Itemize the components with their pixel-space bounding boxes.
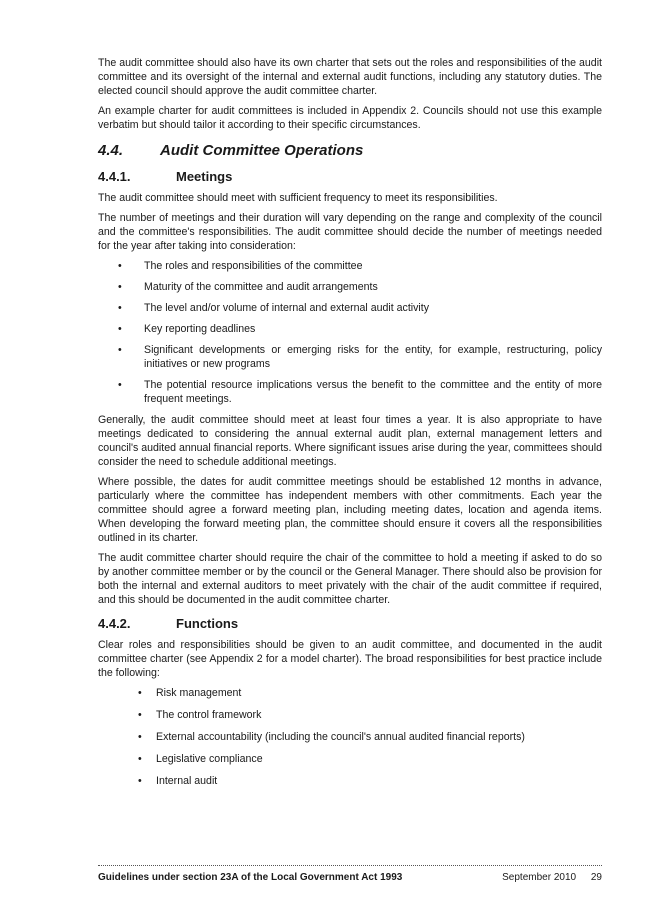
list-item: • External accountability (including the council's annual audited financial reports) [138, 731, 525, 743]
bullet-icon: • [138, 687, 142, 699]
meetings-paragraph-2: The number of meetings and their duration will vary depending on the range and complexity of the council and the committee's responsibilities. The audit committee should decide the number of meetings needed for the year after taking into consideration: [98, 212, 602, 252]
functions-paragraph-1: Clear roles and responsibilities should be given to an audit committee, and documented in the audit committee charter (see Appendix 2 for a model charter). The broad responsibilities for best practice include the following: [98, 639, 602, 679]
bullet-icon: • [118, 281, 122, 293]
page-footer [98, 865, 602, 883]
meetings-paragraph-4: Where possible, the dates for audit committee meetings should be established 12 months in advance, particularly where the committee has independent members with other commitments. Each year the committee should agree a forward meeting plan, including meeting dates, location and agenda items. When developing the forward meeting plan, the committee should ensure it covers all the responsibilities outlined in its charter. [98, 476, 602, 544]
list-item: • The level and/or volume of internal and external audit activity [118, 302, 430, 314]
footer-title: Guidelines under section 23A of the Local Government Act 1993 [98, 872, 403, 883]
bullet-icon: • [138, 731, 142, 743]
list-item: • Significant developments or emerging risks for the entity, for example, restructuring, policy initiatives or new programs [118, 344, 602, 370]
list-item: • Key reporting deadlines [118, 323, 256, 335]
bullet-icon: • [138, 753, 142, 765]
functions-title: Functions [176, 616, 239, 631]
bullet-icon: • [118, 344, 122, 356]
functions-heading [98, 616, 602, 632]
list-item: • Maturity of the committee and audit arrangements [118, 281, 378, 293]
meetings-paragraph-3: Generally, the audit committee should meet at least four times a year. It is also appropriate to have meetings dedicated to considering the annual external audit plan, external management letters and council's audited annual financial reports. Where significant issues arise during the year, committees should consider the need to schedule additional meetings. [98, 414, 602, 468]
intro-paragraph-2: An example charter for audit committees is included in Appendix 2. Councils should not use this example verbatim but should tailor it according to their specific circumstances. [98, 105, 602, 131]
footer-meta [490, 872, 602, 883]
list-item: • Risk management [138, 687, 242, 699]
bullet-icon: • [138, 709, 142, 721]
list-item: • Internal audit [138, 775, 218, 787]
page-number: 29 [590, 872, 602, 883]
bullet-icon: • [118, 323, 122, 335]
bullet-icon: • [118, 260, 122, 272]
section-number: 4.4. [98, 142, 124, 159]
meetings-number: 4.4.1. [98, 169, 131, 184]
list-item: • The potential resource implications versus the benefit to the committee and the entity of more frequent meetings. [118, 379, 602, 405]
meetings-paragraph-5: The audit committee charter should require the chair of the committee to hold a meeting if asked to do so by another committee member or by the council or the General Manager. There should also be provision for both the internal and external auditors to meet privately with the chair of the audit committee if required, and this should be documented in the audit committee charter. [98, 552, 602, 606]
section-title: Audit Committee Operations [160, 142, 364, 159]
meetings-title: Meetings [176, 169, 233, 184]
bullet-icon: • [138, 775, 142, 787]
list-item: • The roles and responsibilities of the committee [118, 260, 363, 272]
functions-number: 4.4.2. [98, 616, 131, 631]
section-heading [98, 142, 602, 160]
list-item: • The control framework [138, 709, 262, 721]
meetings-bullet-list [98, 259, 602, 406]
intro-paragraph-1: The audit committee should also have its own charter that sets out the roles and responsibilities of the audit committee and its oversight of the internal and external audit functions, including any statutory duties. The elected council should approve the audit committee charter. [98, 57, 602, 97]
functions-bullet-list [98, 686, 602, 788]
bullet-icon: • [118, 302, 122, 314]
document-page [98, 56, 602, 796]
footer-date: September 2010 [502, 872, 577, 883]
meetings-heading [98, 169, 602, 185]
meetings-paragraph-1: The audit committee should meet with sufficient frequency to meet its responsibilities. [98, 192, 498, 204]
bullet-icon: • [118, 379, 122, 391]
list-item: • Legislative compliance [138, 753, 263, 765]
